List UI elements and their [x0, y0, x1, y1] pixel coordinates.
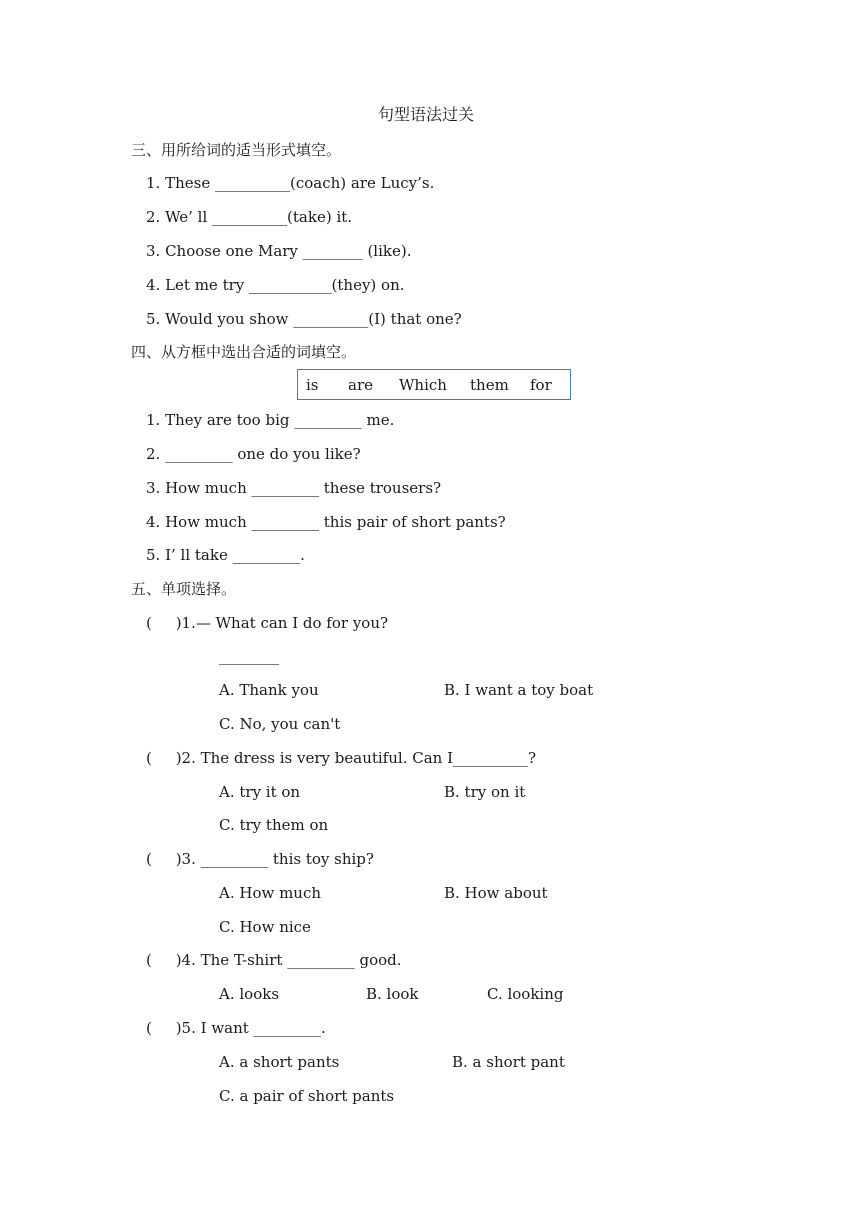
- q1-stem: ( )1.— What can I do for you?: [146, 614, 389, 632]
- q3-option-b: B. How about: [444, 884, 548, 902]
- q2-option-a: A. try it on: [219, 783, 301, 801]
- word-box: [297, 369, 571, 400]
- q5-option-a: A. a short pants: [219, 1053, 340, 1071]
- q1-option-b: B. I want a toy boat: [444, 681, 594, 699]
- q4-option-a: A. looks: [219, 985, 280, 1003]
- q1-option-a: A. Thank you: [219, 681, 319, 699]
- section-3-item-4: 4. Let me try ___________(they) on.: [146, 276, 405, 294]
- q2-option-b: B. try on it: [444, 783, 526, 801]
- section-4-item-2: 2. _________ one do you like?: [146, 445, 361, 463]
- section-4-item-5: 5. I’ ll take _________.: [146, 546, 305, 564]
- q1-option-c: C. No, you can't: [219, 715, 341, 733]
- section-3-item-5: 5. Would you show __________(I) that one?: [146, 310, 462, 328]
- section-3-item-2: 2. We’ ll __________(take) it.: [146, 208, 353, 226]
- word-box-word: for: [530, 376, 552, 394]
- section-4-item-4: 4. How much _________ this pair of short pants?: [146, 513, 506, 531]
- section-4-heading: 四、从方框中选出合适的词填空。: [131, 343, 357, 361]
- q3-option-a: A. How much: [219, 884, 322, 902]
- section-3-item-1: 1. These __________(coach) are Lucy’s.: [146, 174, 435, 192]
- q3-option-c: C. How nice: [219, 918, 311, 936]
- page-title: 句型语法过关: [378, 105, 475, 124]
- q5-option-b: B. a short pant: [452, 1053, 565, 1071]
- section-4-item-1: 1. They are too big _________ me.: [146, 411, 395, 429]
- q4-stem: ( )4. The T-shirt _________ good.: [146, 951, 402, 969]
- q1-answer-blank: ________: [219, 647, 279, 665]
- word-box-word: are: [348, 376, 373, 394]
- section-5-heading: 五、单项选择。: [131, 580, 237, 598]
- word-box-word: is: [306, 376, 319, 394]
- q2-option-c: C. try them on: [219, 816, 329, 834]
- q4-option-c: C. looking: [487, 985, 564, 1003]
- word-box-word: Which: [399, 376, 447, 394]
- q5-option-c: C. a pair of short pants: [219, 1087, 395, 1105]
- section-3-item-3: 3. Choose one Mary ________ (like).: [146, 242, 412, 260]
- q5-stem: ( )5. I want _________.: [146, 1019, 326, 1037]
- section-4-item-3: 3. How much _________ these trousers?: [146, 479, 442, 497]
- q2-stem: ( )2. The dress is very beautiful. Can I__________?: [146, 749, 537, 767]
- section-3-heading: 三、用所给词的适当形式填空。: [131, 141, 342, 159]
- word-box-word: them: [470, 376, 509, 394]
- q3-stem: ( )3. _________ this toy ship?: [146, 850, 374, 868]
- q4-option-b: B. look: [366, 985, 419, 1003]
